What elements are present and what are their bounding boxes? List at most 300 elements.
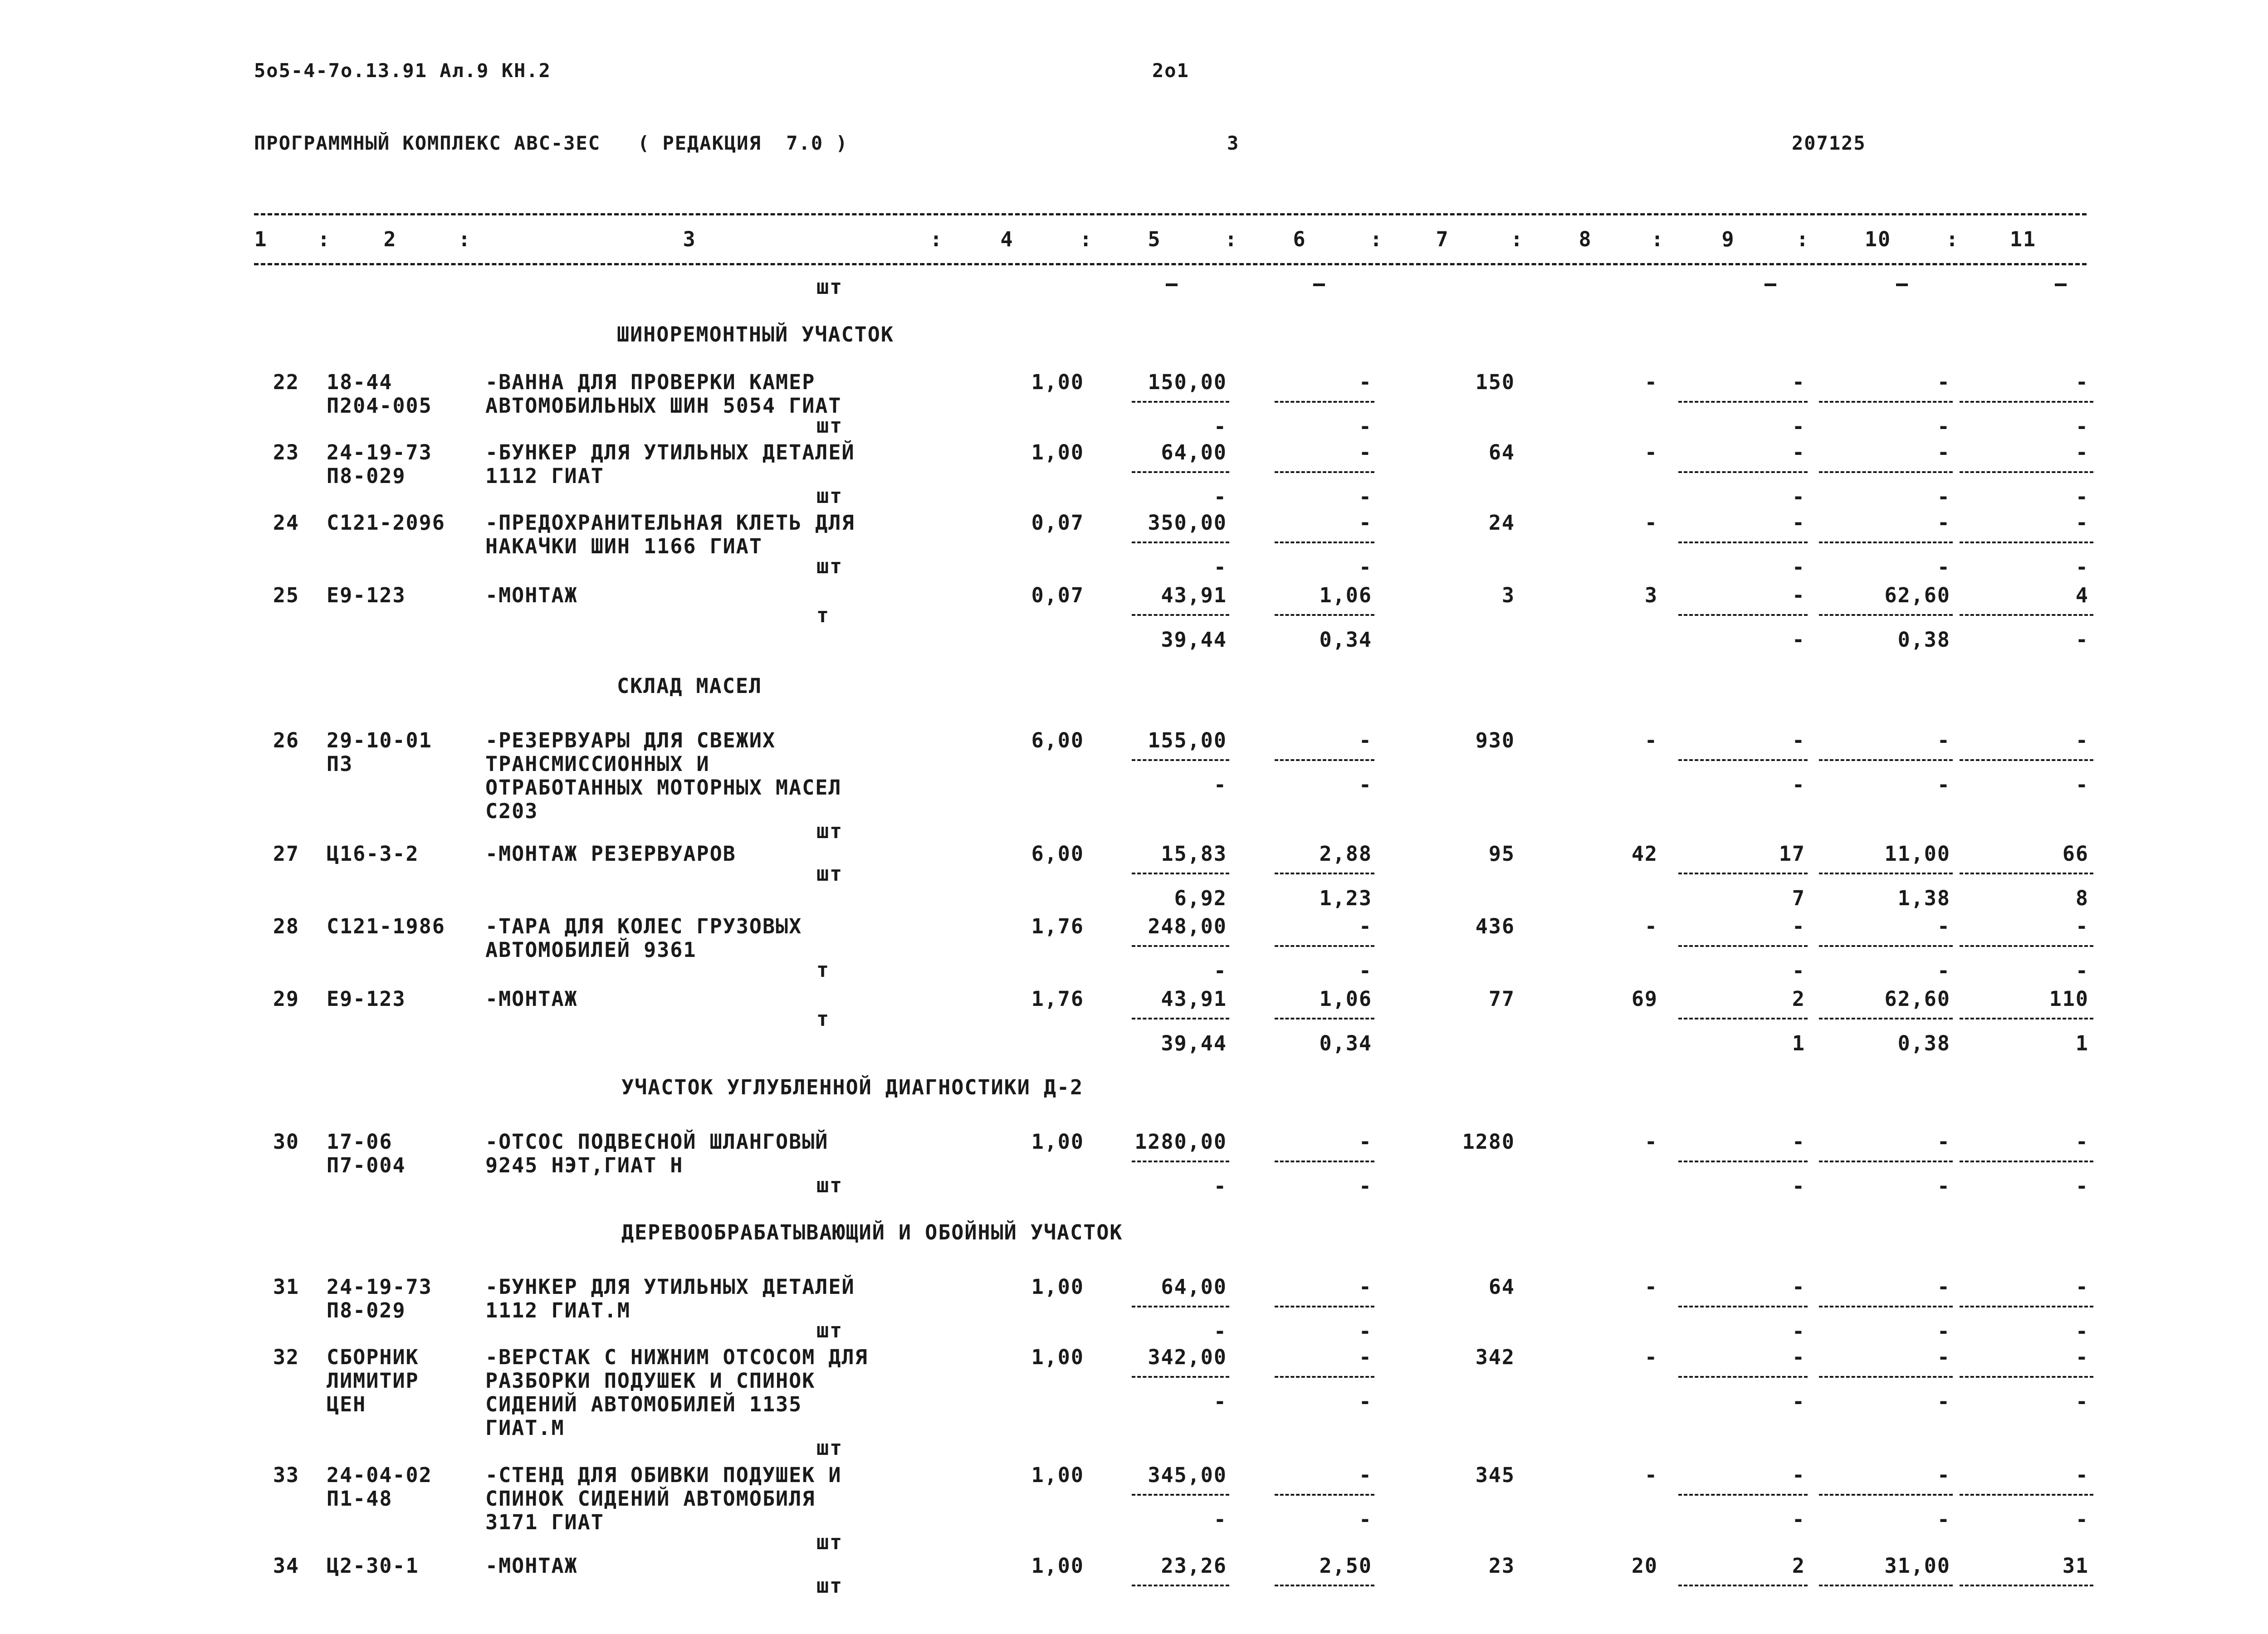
column-separator: :: [1080, 227, 1093, 251]
subtotal-rule: [1275, 945, 1374, 947]
item-description: -БУНКЕР ДЛЯ УТИЛЬНЫХ ДЕТАЛЕЙ: [485, 440, 855, 464]
subtotal-c9: -: [1792, 1319, 1805, 1343]
item-description: СИДЕНИЙ АВТОМОБИЛЕЙ 1135: [485, 1392, 802, 1416]
table-top-rule: [254, 213, 2087, 215]
item-description: СПИНОК СИДЕНИЙ АВТОМОБИЛЯ: [485, 1487, 816, 1511]
value-c6: -: [1359, 1345, 1372, 1369]
column-header-9: 9: [1721, 227, 1735, 251]
value-c10: -: [1937, 1275, 1950, 1299]
subtotal-rule: [1275, 759, 1374, 761]
value-c11: -: [2075, 370, 2089, 394]
subtotal-c10: -: [1937, 415, 1950, 439]
value-c8: 69: [1631, 987, 1658, 1011]
column-header-rule: [254, 263, 2087, 265]
subtotal-c5: -: [1213, 959, 1227, 983]
subtotal-c5: -: [1213, 485, 1227, 509]
unit-label: шт: [816, 484, 843, 508]
item-description: ГИАТ.М: [485, 1416, 565, 1440]
subtotal-c5: -: [1213, 1174, 1227, 1198]
value-c11: -: [2075, 728, 2089, 752]
row-number: 22: [273, 370, 299, 394]
subtotal-rule: [1678, 1494, 1808, 1496]
value-c5: 155,00: [1148, 728, 1227, 752]
subtotal-c11: -: [2075, 1174, 2089, 1198]
row-number: 33: [273, 1463, 299, 1487]
unit-label: шт: [816, 554, 843, 578]
value-c6: -: [1359, 914, 1372, 938]
value-c8: 3: [1644, 583, 1658, 607]
subtotal-rule: [1960, 1494, 2093, 1496]
item-description: С203: [485, 799, 538, 823]
value-c5: 342,00: [1148, 1345, 1227, 1369]
subtotal-rule: [1275, 541, 1374, 543]
quantity: 1,00: [1031, 1275, 1084, 1299]
value-c9: -: [1792, 914, 1805, 938]
subtotal-rule: [1960, 471, 2093, 473]
subtotal-c6: -: [1359, 555, 1372, 579]
column-header-1: 1: [254, 227, 268, 251]
document-reference: 5о5-4-7о.13.91 Ал.9 КН.2: [254, 59, 551, 82]
value-c6: -: [1359, 1130, 1372, 1154]
subtotal-c9: -: [1792, 485, 1805, 509]
item-description: 3171 ГИАТ: [485, 1510, 604, 1534]
price-code: 24-04-02: [327, 1463, 432, 1487]
item-description: АВТОМОБИЛЕЙ 9361: [485, 938, 697, 962]
subtotal-rule: [1132, 759, 1229, 761]
subtotal-rule: [1960, 1306, 2093, 1307]
price-code: 24-19-73: [327, 440, 432, 464]
subtotal-c5: -: [1213, 415, 1227, 439]
item-description: НАКАЧКИ ШИН 1166 ГИАТ: [485, 534, 763, 558]
row-number: 29: [273, 987, 299, 1011]
unit-label: т: [816, 958, 830, 982]
row-number: 23: [273, 440, 299, 464]
quantity: 6,00: [1031, 728, 1084, 752]
value-c6: -: [1359, 511, 1372, 535]
column-separator: :: [1510, 227, 1524, 251]
subtotal-rule: [1678, 471, 1808, 473]
subtotal-c10: -: [1937, 1174, 1950, 1198]
subtotal-rule: [1960, 1376, 2093, 1378]
subtotal-c11: -: [2075, 959, 2089, 983]
subtotal-rule: [1819, 873, 1953, 874]
price-code: Ц16-3-2: [327, 842, 419, 866]
section-heading: ШИНОРЕМОНТНЫЙ УЧАСТОК: [617, 322, 894, 346]
subtotal-c6: -: [1359, 485, 1372, 509]
row-number: 27: [273, 842, 299, 866]
item-description: ОТРАБОТАННЫХ МОТОРНЫХ МАСЕЛ: [485, 776, 842, 800]
subtotal-rule: [1960, 401, 2093, 403]
subtotal-c10: -: [1937, 959, 1950, 983]
value-c5: 43,91: [1161, 583, 1227, 607]
subtotal-c11: -: [2075, 1319, 2089, 1343]
unit-label: шт: [816, 1173, 843, 1197]
dash-mark: [2055, 283, 2067, 286]
price-code: П3: [327, 752, 353, 776]
column-separator: :: [930, 227, 943, 251]
subtotal-rule: [1132, 945, 1229, 947]
value-c10: -: [1937, 440, 1950, 464]
column-header-6: 6: [1293, 227, 1306, 251]
value-c8: -: [1644, 511, 1658, 535]
subtotal-c9: -: [1792, 1390, 1805, 1414]
quantity: 6,00: [1031, 842, 1084, 866]
document-code: 207125: [1792, 132, 1866, 154]
quantity: 1,00: [1031, 1345, 1084, 1369]
column-header-2: 2: [383, 227, 397, 251]
subtotal-rule: [1132, 1585, 1229, 1586]
price-code: П8-029: [327, 1298, 406, 1322]
value-c9: -: [1792, 440, 1805, 464]
subtotal-rule: [1819, 1306, 1953, 1307]
price-code: 18-44: [327, 370, 393, 394]
value-c5: 15,83: [1161, 842, 1227, 866]
subtotal-c6: -: [1359, 773, 1372, 797]
value-c10: 62,60: [1884, 583, 1950, 607]
dash-mark: [1166, 283, 1178, 286]
subtotal-c5: -: [1213, 555, 1227, 579]
price-code: С121-2096: [327, 511, 445, 535]
subtotal-rule: [1960, 759, 2093, 761]
subtotal-c11: 1: [2075, 1031, 2089, 1055]
subtotal-c5: -: [1213, 1390, 1227, 1414]
value-c5: 345,00: [1148, 1463, 1227, 1487]
subtotal-c9: -: [1792, 415, 1805, 439]
subtotal-c10: 0,38: [1897, 628, 1950, 652]
unit-label: шт: [816, 1318, 843, 1342]
value-c10: -: [1937, 1130, 1950, 1154]
subtotal-c5: -: [1213, 1507, 1227, 1532]
subtotal-rule: [1275, 401, 1374, 403]
value-c5: 150,00: [1148, 370, 1227, 394]
subtotal-c11: -: [2075, 555, 2089, 579]
price-code: Е9-123: [327, 583, 406, 607]
value-c7: 95: [1488, 842, 1515, 866]
row-number: 34: [273, 1554, 299, 1578]
value-c11: 110: [2049, 987, 2089, 1011]
value-c11: 4: [2075, 583, 2089, 607]
value-c11: -: [2075, 1275, 2089, 1299]
subtotal-c6: 1,23: [1319, 886, 1372, 910]
subtotal-c10: 1,38: [1897, 886, 1950, 910]
value-c8: -: [1644, 1345, 1658, 1369]
page-number: 2о1: [1152, 59, 1189, 82]
row-number: 26: [273, 728, 299, 752]
unit-label: шт: [816, 819, 843, 843]
subtotal-rule: [1960, 873, 2093, 874]
value-c9: -: [1792, 511, 1805, 535]
subtotal-c6: -: [1359, 959, 1372, 983]
subtotal-rule: [1275, 614, 1374, 616]
subtotal-rule: [1678, 1585, 1808, 1586]
value-c11: -: [2075, 1463, 2089, 1487]
item-description: ТРАНСМИССИОННЫХ И: [485, 752, 710, 776]
subtotal-rule: [1819, 1494, 1953, 1496]
section-number: 3: [1227, 132, 1240, 154]
value-c11: -: [2075, 914, 2089, 938]
subtotal-c6: -: [1359, 415, 1372, 439]
value-c8: -: [1644, 1130, 1658, 1154]
value-c6: -: [1359, 440, 1372, 464]
item-description: РАЗБОРКИ ПОДУШЕК И СПИНОК: [485, 1369, 816, 1393]
subtotal-rule: [1132, 1161, 1229, 1162]
unit-label: шт: [816, 862, 843, 886]
price-code: 29-10-01: [327, 728, 432, 752]
subtotal-c10: -: [1937, 485, 1950, 509]
subtotal-rule: [1819, 1161, 1953, 1162]
column-separator: :: [1651, 227, 1665, 251]
value-c8: -: [1644, 914, 1658, 938]
subtotal-c6: -: [1359, 1174, 1372, 1198]
quantity: 1,00: [1031, 440, 1084, 464]
item-description: -ОТСОС ПОДВЕСНОЙ ШЛАНГОВЫЙ: [485, 1130, 829, 1154]
item-description: -МОНТАЖ РЕЗЕРВУАРОВ: [485, 842, 736, 866]
subtotal-rule: [1819, 614, 1953, 616]
value-c6: -: [1359, 728, 1372, 752]
value-c7: 342: [1475, 1345, 1515, 1369]
quantity: 0,07: [1031, 511, 1084, 535]
subtotal-c6: -: [1359, 1507, 1372, 1532]
value-c11: -: [2075, 440, 2089, 464]
column-header-3: 3: [683, 227, 696, 251]
value-c10: -: [1937, 1463, 1950, 1487]
item-description: -СТЕНД ДЛЯ ОБИВКИ ПОДУШЕК И: [485, 1463, 842, 1487]
price-code: ЛИМИТИР: [327, 1369, 419, 1393]
unit-label: шт: [816, 414, 843, 438]
value-c10: -: [1937, 914, 1950, 938]
subtotal-rule: [1275, 873, 1374, 874]
price-code: П1-48: [327, 1487, 393, 1511]
value-c11: -: [2075, 1345, 2089, 1369]
value-c8: -: [1644, 370, 1658, 394]
row-number: 25: [273, 583, 299, 607]
subtotal-rule: [1678, 401, 1808, 403]
subtotal-rule: [1678, 1306, 1808, 1307]
quantity: 1,76: [1031, 914, 1084, 938]
dash-mark: [1896, 283, 1908, 286]
value-c9: -: [1792, 583, 1805, 607]
quantity: 1,00: [1031, 1130, 1084, 1154]
column-header-4: 4: [1000, 227, 1014, 251]
subtotal-rule: [1132, 401, 1229, 403]
subtotal-rule: [1678, 614, 1808, 616]
column-header-8: 8: [1579, 227, 1592, 251]
value-c11: -: [2075, 1130, 2089, 1154]
value-c5: 64,00: [1161, 440, 1227, 464]
subtotal-rule: [1678, 759, 1808, 761]
value-c7: 77: [1488, 987, 1515, 1011]
value-c8: -: [1644, 1275, 1658, 1299]
column-separator: :: [1225, 227, 1238, 251]
value-c10: -: [1937, 511, 1950, 535]
item-description: -ПРЕДОХРАНИТЕЛЬНАЯ КЛЕТЬ ДЛЯ: [485, 511, 855, 535]
value-c8: -: [1644, 440, 1658, 464]
subtotal-rule: [1275, 1376, 1374, 1378]
subtotal-c11: -: [2075, 415, 2089, 439]
subtotal-rule: [1132, 873, 1229, 874]
price-code: ЦЕН: [327, 1392, 367, 1416]
item-description: 1112 ГИАТ.М: [485, 1298, 631, 1322]
price-code: 24-19-73: [327, 1275, 432, 1299]
price-code: П7-004: [327, 1153, 406, 1177]
price-code: П8-029: [327, 464, 406, 488]
value-c7: 23: [1488, 1554, 1515, 1578]
subtotal-rule: [1819, 945, 1953, 947]
subtotal-c11: 8: [2075, 886, 2089, 910]
value-c10: -: [1937, 1345, 1950, 1369]
subtotal-rule: [1132, 471, 1229, 473]
subtotal-rule: [1960, 541, 2093, 543]
subtotal-c10: -: [1937, 555, 1950, 579]
program-title: ПРОГРАММНЫЙ КОМПЛЕКС АВС-3ЕС ( РЕДАКЦИЯ 7.0 ): [254, 132, 848, 154]
value-c7: 1280: [1462, 1130, 1515, 1154]
column-separator: :: [1946, 227, 1960, 251]
value-c9: -: [1792, 370, 1805, 394]
item-description: -МОНТАЖ: [485, 583, 578, 607]
subtotal-rule: [1819, 1585, 1953, 1586]
value-c9: 17: [1779, 842, 1805, 866]
subtotal-c9: -: [1792, 628, 1805, 652]
unit-label: т: [816, 603, 830, 627]
value-c7: 345: [1475, 1463, 1515, 1487]
subtotal-rule: [1678, 1161, 1808, 1162]
subtotal-c6: -: [1359, 1390, 1372, 1414]
subtotal-rule: [1819, 1376, 1953, 1378]
value-c7: 436: [1475, 914, 1515, 938]
subtotal-rule: [1275, 1018, 1374, 1019]
subtotal-rule: [1960, 945, 2093, 947]
subtotal-rule: [1960, 1161, 2093, 1162]
subtotal-rule: [1678, 1018, 1808, 1019]
column-separator: :: [458, 227, 472, 251]
value-c8: -: [1644, 728, 1658, 752]
value-c9: -: [1792, 1130, 1805, 1154]
subtotal-c5: 39,44: [1161, 1031, 1227, 1055]
subtotal-c9: 1: [1792, 1031, 1805, 1055]
value-c10: -: [1937, 370, 1950, 394]
subtotal-rule: [1678, 1376, 1808, 1378]
price-code: Ц2-30-1: [327, 1554, 419, 1578]
row-number: 30: [273, 1130, 299, 1154]
subtotal-rule: [1960, 1585, 2093, 1586]
subtotal-rule: [1678, 873, 1808, 874]
price-code: 17-06: [327, 1130, 393, 1154]
value-c10: -: [1937, 728, 1950, 752]
subtotal-rule: [1275, 1161, 1374, 1162]
subtotal-rule: [1819, 541, 1953, 543]
column-separator: :: [318, 227, 331, 251]
subtotal-rule: [1132, 1376, 1229, 1378]
subtotal-rule: [1132, 1018, 1229, 1019]
column-header-11: 11: [2009, 227, 2037, 251]
subtotal-c10: -: [1937, 1319, 1950, 1343]
subtotal-c5: 39,44: [1161, 628, 1227, 652]
value-c7: 24: [1488, 511, 1515, 535]
item-description: 9245 НЭТ,ГИАТ Н: [485, 1153, 684, 1177]
price-code: П204-005: [327, 394, 432, 418]
subtotal-rule: [1132, 1306, 1229, 1307]
item-description: -БУНКЕР ДЛЯ УТИЛЬНЫХ ДЕТАЛЕЙ: [485, 1275, 855, 1299]
subtotal-rule: [1275, 1494, 1374, 1496]
value-c7: 3: [1501, 583, 1515, 607]
subtotal-c9: -: [1792, 1507, 1805, 1532]
value-c9: -: [1792, 1345, 1805, 1369]
subtotal-c6: 0,34: [1319, 628, 1372, 652]
quantity: 1,00: [1031, 1554, 1084, 1578]
subtotal-c10: 0,38: [1897, 1031, 1950, 1055]
value-c8: 42: [1631, 842, 1658, 866]
value-c7: 64: [1488, 1275, 1515, 1299]
subtotal-c11: -: [2075, 773, 2089, 797]
value-c6: 2,50: [1319, 1554, 1372, 1578]
item-description: -РЕЗЕРВУАРЫ ДЛЯ СВЕЖИХ: [485, 728, 776, 752]
section-heading: СКЛАД МАСЕЛ: [617, 674, 763, 698]
column-separator: :: [1796, 227, 1810, 251]
value-c9: 2: [1792, 987, 1805, 1011]
value-c9: -: [1792, 728, 1805, 752]
subtotal-c10: -: [1937, 1507, 1950, 1532]
value-c5: 350,00: [1148, 511, 1227, 535]
price-code: СБОРНИК: [327, 1345, 419, 1369]
item-description: -МОНТАЖ: [485, 1554, 578, 1578]
subtotal-c11: -: [2075, 485, 2089, 509]
subtotal-rule: [1819, 759, 1953, 761]
subtotal-rule: [1275, 471, 1374, 473]
subtotal-rule: [1132, 1494, 1229, 1496]
subtotal-c9: 7: [1792, 886, 1805, 910]
item-description: АВТОМОБИЛЬНЫХ ШИН 5054 ГИАТ: [485, 394, 842, 418]
value-c10: 11,00: [1884, 842, 1950, 866]
subtotal-rule: [1275, 1306, 1374, 1307]
subtotal-c11: -: [2075, 1507, 2089, 1532]
row-number: 24: [273, 511, 299, 535]
value-c7: 64: [1488, 440, 1515, 464]
subtotal-rule: [1819, 401, 1953, 403]
subtotal-rule: [1275, 1585, 1374, 1586]
value-c6: 1,06: [1319, 987, 1372, 1011]
subtotal-c11: -: [2075, 628, 2089, 652]
value-c6: -: [1359, 370, 1372, 394]
unit-label: шт: [816, 275, 843, 299]
subtotal-c6: -: [1359, 1319, 1372, 1343]
price-code: С121-1986: [327, 914, 445, 938]
quantity: 1,76: [1031, 987, 1084, 1011]
value-c10: 62,60: [1884, 987, 1950, 1011]
quantity: 1,00: [1031, 370, 1084, 394]
subtotal-rule: [1678, 541, 1808, 543]
value-c8: -: [1644, 1463, 1658, 1487]
subtotal-c6: 0,34: [1319, 1031, 1372, 1055]
subtotal-c9: -: [1792, 773, 1805, 797]
subtotal-c10: -: [1937, 1390, 1950, 1414]
unit-label: шт: [816, 1530, 843, 1554]
value-c11: -: [2075, 511, 2089, 535]
subtotal-rule: [1132, 541, 1229, 543]
value-c11: 66: [2062, 842, 2089, 866]
item-description: -ВЕРСТАК С НИЖНИМ ОТСОСОМ ДЛЯ: [485, 1345, 868, 1369]
dash-mark: [1313, 283, 1325, 286]
value-c7: 930: [1475, 728, 1515, 752]
subtotal-c5: -: [1213, 773, 1227, 797]
value-c6: -: [1359, 1275, 1372, 1299]
subtotal-rule: [1960, 1018, 2093, 1019]
value-c10: 31,00: [1884, 1554, 1950, 1578]
column-separator: :: [1370, 227, 1383, 251]
subtotal-c5: -: [1213, 1319, 1227, 1343]
value-c5: 43,91: [1161, 987, 1227, 1011]
column-header-10: 10: [1864, 227, 1892, 251]
row-number: 32: [273, 1345, 299, 1369]
